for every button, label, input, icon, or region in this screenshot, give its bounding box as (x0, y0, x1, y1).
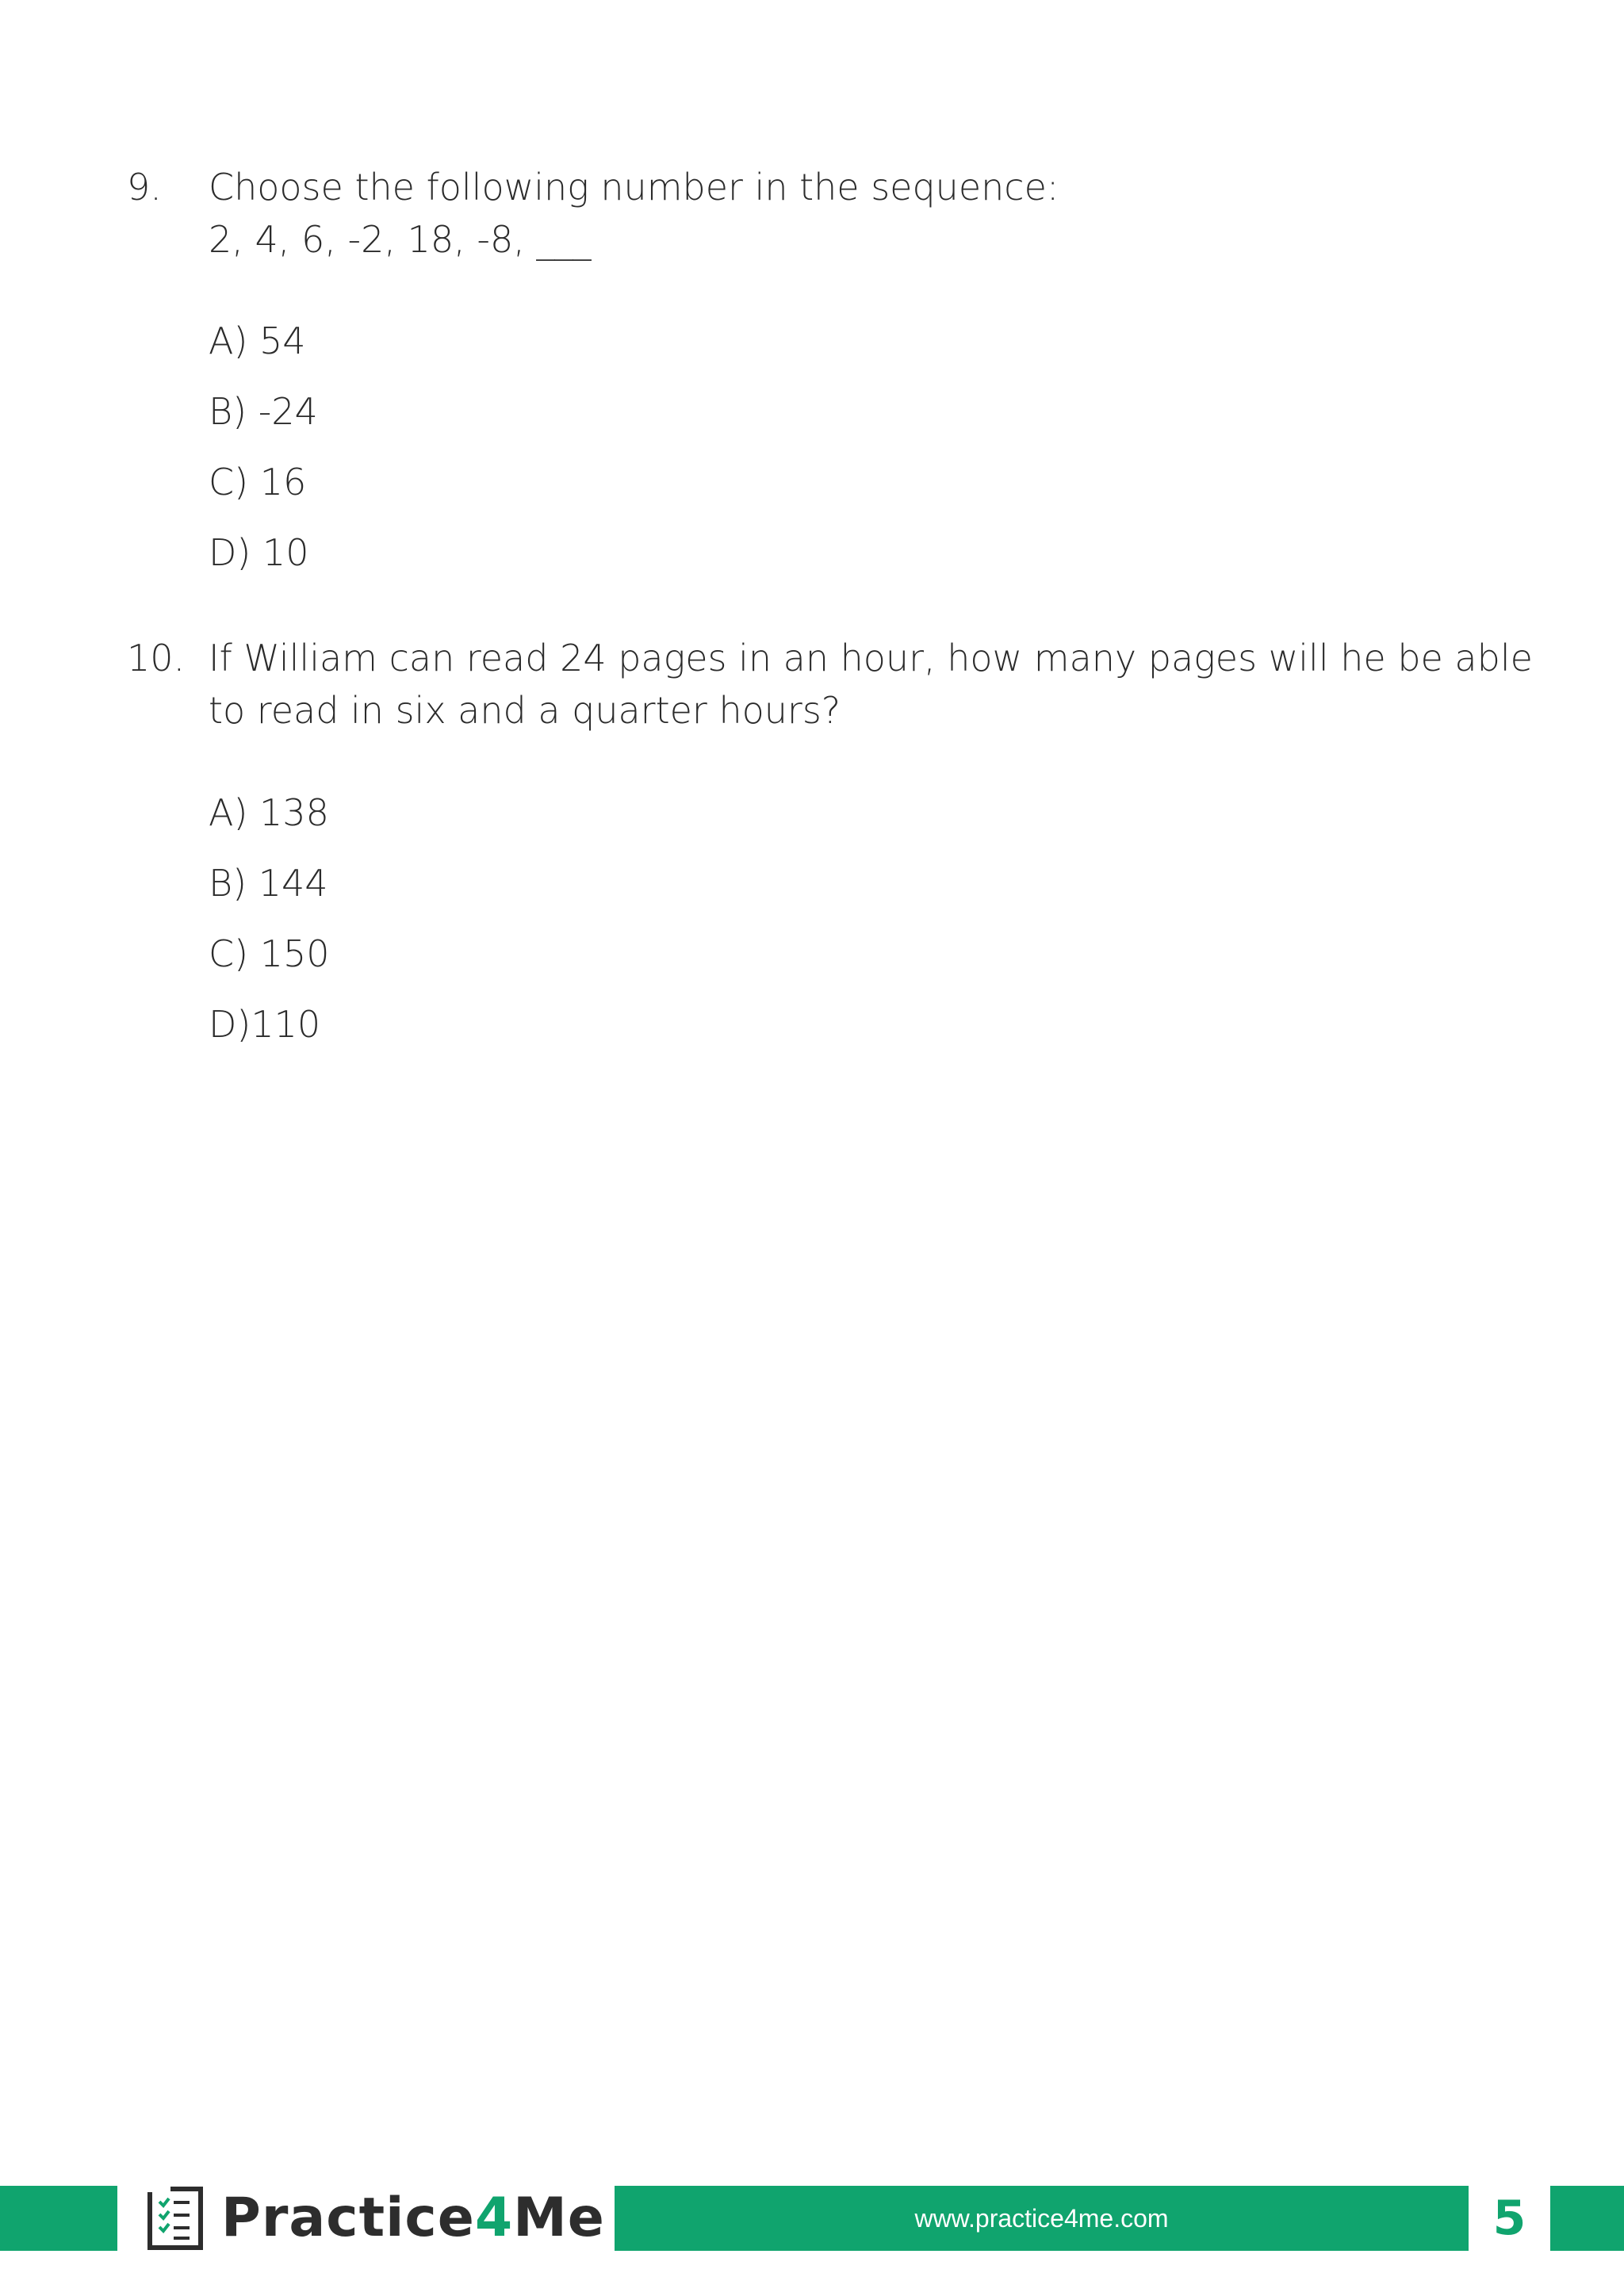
brand-logo[interactable] (147, 2186, 605, 2251)
brand-name-suffix: Me (513, 2187, 605, 2249)
answer-option[interactable]: C) 16 (209, 461, 307, 503)
answer-option[interactable]: A) 54 (209, 320, 306, 362)
answer-options (209, 306, 318, 588)
footer-bar-right (1550, 2186, 1624, 2251)
question-text-line: to read in six and a quarter hours? (209, 689, 841, 732)
question-text (209, 632, 1533, 737)
checklist-icon (147, 2186, 204, 2251)
question-text-line: Choose the following number in the sequence: (209, 166, 1059, 209)
question-number: 10. (127, 637, 186, 679)
footer-bar-left (0, 2186, 117, 2251)
question-text-line: 2, 4, 6, -2, 18, -8, ___ (209, 218, 592, 261)
brand-name-digit: 4 (474, 2187, 514, 2249)
answer-options (209, 778, 330, 1060)
question-text (209, 161, 1477, 266)
answer-option[interactable]: B) 144 (209, 862, 328, 905)
answer-option[interactable]: A) 138 (209, 791, 329, 834)
question-number: 9. (127, 166, 162, 209)
answer-option[interactable]: D)110 (209, 1003, 321, 1046)
website-link[interactable]: www.practice4me.com (914, 2204, 1169, 2233)
answer-option[interactable]: C) 150 (209, 932, 330, 975)
answer-option[interactable]: D) 10 (209, 531, 309, 574)
brand-name (221, 2186, 605, 2251)
answer-option[interactable]: B) -24 (209, 390, 318, 433)
page-footer (0, 2186, 1624, 2251)
page-number: 5 (1492, 2191, 1526, 2246)
brand-name-main: Practice (221, 2187, 475, 2249)
question-text-line: If William can read 24 pages in an hour, how many pages will he be able (209, 637, 1533, 679)
